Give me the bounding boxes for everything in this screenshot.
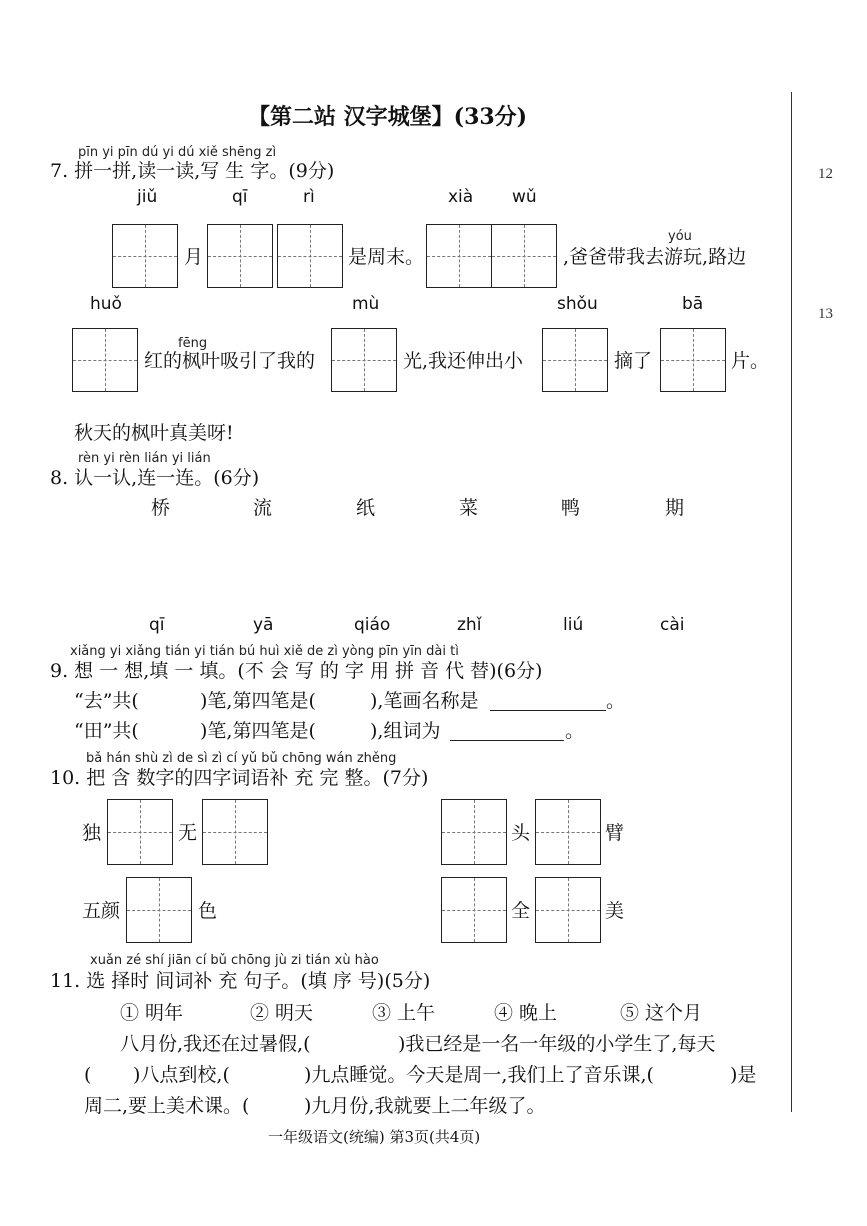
match-pinyin-qiao[interactable]: qiáo xyxy=(354,615,391,635)
q11-option-5: ⑤ 这个月 xyxy=(620,1002,703,1024)
match-pinyin-zhi[interactable]: zhǐ xyxy=(457,615,482,635)
q11-passage-3b: )九月份,我就要上二年级了。 xyxy=(304,1095,546,1117)
q7-text-line2-a: 红的枫叶吸引了我的 xyxy=(144,350,316,372)
q11-passage-3a: 周二,要上美术课。( xyxy=(84,1095,250,1117)
q10-char-quan: 全 xyxy=(511,900,531,922)
section-title: 【第二站 汉字城堡】(33分) xyxy=(248,104,528,130)
write-box-qi[interactable] xyxy=(207,224,273,288)
q11-passage-2a: ( xyxy=(84,1064,92,1086)
q7-text-line2-b: 光,我还伸出小 xyxy=(403,350,524,372)
match-char-cai[interactable]: 菜 xyxy=(459,497,479,519)
q10-char-du: 独 xyxy=(82,822,102,844)
pinyin-xia: xià xyxy=(448,187,474,207)
q9-blank-word[interactable] xyxy=(450,740,564,741)
write-box-jiu[interactable] xyxy=(112,224,178,288)
q11-passage-1a: 八月份,我还在过暑假,( xyxy=(120,1033,311,1055)
pinyin-ba: bā xyxy=(682,294,704,314)
q11-passage-2c: )九点睡觉。今天是周一,我们上了音乐课,( xyxy=(304,1064,654,1086)
q9-line2-d: 。 xyxy=(565,720,585,742)
q10-box-4[interactable] xyxy=(535,799,601,865)
q9-line2-b: )笔,第四笔是( xyxy=(200,720,316,742)
q10-box-5[interactable] xyxy=(126,877,192,943)
q9-line1-c: ),笔画名称是 xyxy=(370,690,479,712)
q9-prompt: 9. 想 一 想,填 一 填。(不 会 写 的 字 用 拼 音 代 替)(6分) xyxy=(50,660,543,682)
q7-text-line2-c: 摘了 xyxy=(614,350,653,372)
write-box-ba[interactable] xyxy=(660,328,726,392)
q11-prompt: 11. 选 择时 间词补 充 句子。(填 序 号)(5分) xyxy=(50,970,431,992)
q11-option-3: ③ 上午 xyxy=(372,1002,436,1024)
edge-number-12: 12 xyxy=(818,166,833,182)
q7-text-zhoumo: 是周末。 xyxy=(348,246,425,268)
pinyin-feng: fēng xyxy=(178,336,208,351)
pinyin-you: yóu xyxy=(668,229,692,244)
q10-box-1[interactable] xyxy=(107,799,173,865)
q7-text-line2-d: 片。 xyxy=(731,350,770,372)
q7-prompt: 7. 拼一拼,读一读,写 生 字。(9分) xyxy=(50,160,335,182)
q9-line1-a: “去”共( xyxy=(74,690,139,712)
pinyin-mu: mù xyxy=(352,294,380,314)
write-box-ri[interactable] xyxy=(277,224,343,288)
q10-char-se: 色 xyxy=(198,900,218,922)
q11-option-2: ② 明天 xyxy=(250,1002,314,1024)
pinyin-shou: shǒu xyxy=(557,294,598,314)
q8-pinyin: rèn yi rèn lián yi lián xyxy=(78,451,211,466)
page-footer: 一年级语文(统编) 第3页(共4页) xyxy=(268,1128,481,1146)
q7-text-line3: 秋天的枫叶真美呀! xyxy=(74,422,234,444)
pinyin-qi: qī xyxy=(232,187,248,207)
q11-option-1: ① 明年 xyxy=(120,1002,184,1024)
match-pinyin-qi[interactable]: qī xyxy=(149,615,165,635)
write-box-huo[interactable] xyxy=(72,328,138,392)
q9-line2-a: “田”共( xyxy=(74,720,139,742)
match-pinyin-ya[interactable]: yā xyxy=(253,615,274,635)
q9-line1-d: 。 xyxy=(606,690,626,712)
match-char-zhi[interactable]: 纸 xyxy=(356,497,376,519)
q10-char-tou: 头 xyxy=(511,822,531,844)
q9-line2-c: ),组词为 xyxy=(370,720,441,742)
q10-char-wu: 无 xyxy=(178,822,198,844)
q11-pinyin: xuǎn zé shí jiān cí bǔ chōng jù zi tián xù hào xyxy=(90,953,379,968)
pinyin-wu: wǔ xyxy=(512,187,537,207)
q11-option-4: ④ 晚上 xyxy=(494,1002,558,1024)
q10-box-6[interactable] xyxy=(441,877,507,943)
q10-box-2[interactable] xyxy=(202,799,268,865)
q10-box-3[interactable] xyxy=(441,799,507,865)
write-box-xia[interactable] xyxy=(426,224,492,288)
page-divider-line xyxy=(791,92,792,1112)
match-char-qi[interactable]: 期 xyxy=(665,497,685,519)
q7-pinyin: pīn yi pīn dú yi dú xiě shēng zì xyxy=(78,145,277,160)
q9-blank-stroke-name[interactable] xyxy=(490,710,606,711)
pinyin-jiu: jiǔ xyxy=(137,187,158,207)
write-box-shou[interactable] xyxy=(542,328,608,392)
pinyin-ri: rì xyxy=(303,187,315,207)
match-char-liu[interactable]: 流 xyxy=(253,497,273,519)
q10-prompt: 10. 把 含 数字的四字词语补 充 完 整。(7分) xyxy=(50,767,429,789)
q9-line1-b: )笔,第四笔是( xyxy=(200,690,316,712)
write-box-mu[interactable] xyxy=(331,328,397,392)
match-pinyin-liu[interactable]: liú xyxy=(563,615,584,635)
q10-box-7[interactable] xyxy=(535,877,601,943)
q8-prompt: 8. 认一认,连一连。(6分) xyxy=(50,467,260,489)
q10-pinyin: bǎ hán shù zì de sì zì cí yǔ bǔ chōng wán zhěng xyxy=(86,751,397,766)
match-char-qiao[interactable]: 桥 xyxy=(151,497,171,519)
q7-text-yue: 月 xyxy=(184,246,204,268)
q11-passage-2b: )八点到校,( xyxy=(133,1064,230,1086)
write-box-wu[interactable] xyxy=(491,224,557,288)
q9-pinyin: xiǎng yi xiǎng tián yi tián bú huì xiě de zì yòng pīn yīn dài tì xyxy=(70,644,459,659)
pinyin-huo: huǒ xyxy=(90,294,122,314)
q10-char-wuyan: 五颜 xyxy=(82,900,121,922)
match-char-ya[interactable]: 鸭 xyxy=(561,497,581,519)
q10-char-mei: 美 xyxy=(605,900,625,922)
q10-char-bi: 臂 xyxy=(605,822,625,844)
q11-passage-2d: )是 xyxy=(730,1064,757,1086)
q7-text-line1-tail: ,爸爸带我去游玩,路边 xyxy=(563,246,747,268)
edge-number-13: 13 xyxy=(818,306,833,322)
match-pinyin-cai[interactable]: cài xyxy=(660,615,685,635)
q11-passage-1b: )我已经是一名一年级的小学生了,每天 xyxy=(398,1033,716,1055)
